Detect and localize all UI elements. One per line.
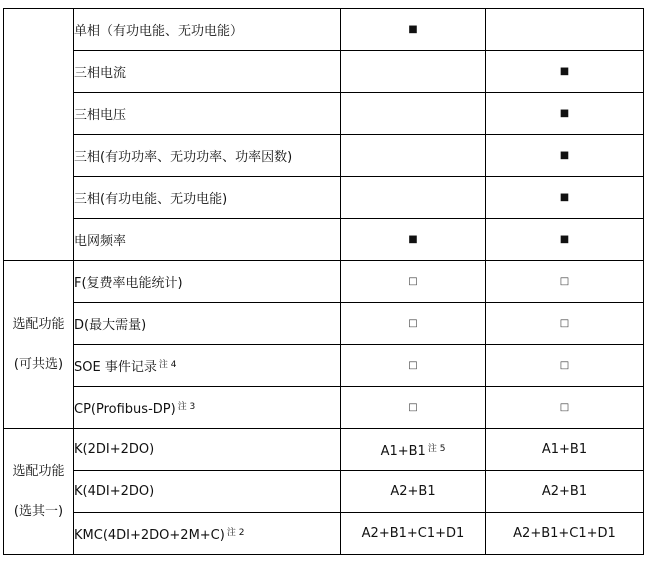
option-mark-col1: □ xyxy=(341,387,486,429)
footnote-ref: 注 5 xyxy=(427,443,446,454)
table-row xyxy=(4,387,644,429)
option-mark-col2: □ xyxy=(486,303,644,345)
module-code-col1: A2+B1+C1+D1 xyxy=(341,513,486,555)
support-mark-col1 xyxy=(341,177,486,219)
module-code-col2: A2+B1+C1+D1 xyxy=(486,513,644,555)
support-mark-col1 xyxy=(341,51,486,93)
support-mark-col1: ■ xyxy=(341,9,486,51)
table-row xyxy=(4,471,644,513)
feature-cell: D(最大需量) xyxy=(74,303,341,345)
module-code: A1+B1 xyxy=(380,443,426,459)
feature-cell: 单相（有功电能、无功电能） xyxy=(74,9,341,51)
option-mark-col2: □ xyxy=(486,345,644,387)
table-row xyxy=(4,513,644,555)
group-label-line2: (可共选) xyxy=(13,356,64,372)
support-mark-col2: ■ xyxy=(486,219,644,261)
feature-cell: 电网频率 xyxy=(74,219,341,261)
table-row xyxy=(4,303,644,345)
table-row xyxy=(4,51,644,93)
table-row xyxy=(4,345,644,387)
support-mark-col2: ■ xyxy=(486,135,644,177)
support-mark-col2: ■ xyxy=(486,177,644,219)
option-mark-col1: □ xyxy=(341,345,486,387)
option-mark-col1: □ xyxy=(341,261,486,303)
feature-label: SOE 事件记录 xyxy=(74,360,157,375)
support-mark-col1: ■ xyxy=(341,219,486,261)
table-row xyxy=(4,177,644,219)
feature-cell: 三相(有功电能、无功电能) xyxy=(74,177,341,219)
feature-cell: 三相(有功功率、无功功率、功率因数) xyxy=(74,135,341,177)
module-code-col1 xyxy=(341,429,486,471)
document-page xyxy=(3,8,644,555)
feature-cell xyxy=(74,345,341,387)
feature-cell: 三相电压 xyxy=(74,93,341,135)
support-mark-col2: ■ xyxy=(486,93,644,135)
support-mark-col1 xyxy=(341,93,486,135)
table-row xyxy=(4,93,644,135)
option-mark-col2: □ xyxy=(486,261,644,303)
option-mark-col2: □ xyxy=(486,387,644,429)
support-mark-col2 xyxy=(486,9,644,51)
module-code-col2: A2+B1 xyxy=(486,471,644,513)
table-row xyxy=(4,429,644,471)
table-row xyxy=(4,135,644,177)
group-cell-optional-choose-one xyxy=(4,429,74,555)
support-mark-col2: ■ xyxy=(486,51,644,93)
feature-cell: F(复费率电能统计) xyxy=(74,261,341,303)
footnote-ref: 注 2 xyxy=(226,527,245,538)
module-code-col2: A1+B1 xyxy=(486,429,644,471)
option-mark-col1: □ xyxy=(341,303,486,345)
table-row xyxy=(4,261,644,303)
group-cell-basic xyxy=(4,9,74,261)
feature-cell: K(2DI+2DO) xyxy=(74,429,341,471)
group-label-line1: 选配功能 xyxy=(12,463,65,479)
footnote-ref: 注 3 xyxy=(177,401,196,412)
function-spec-table xyxy=(3,8,644,555)
feature-cell xyxy=(74,387,341,429)
group-label-line2: (选其一) xyxy=(13,503,64,519)
footnote-ref: 注 4 xyxy=(158,360,177,370)
group-label-line1: 选配功能 xyxy=(12,316,65,332)
module-code-col1: A2+B1 xyxy=(341,471,486,513)
feature-cell xyxy=(74,513,341,555)
table-row xyxy=(4,219,644,261)
table-row xyxy=(4,9,644,51)
feature-cell: 三相电流 xyxy=(74,51,341,93)
support-mark-col1 xyxy=(341,135,486,177)
feature-cell: K(4DI+2DO) xyxy=(74,471,341,513)
group-cell-optional-combinable xyxy=(4,261,74,429)
feature-label: CP(Profibus-DP) xyxy=(74,401,176,417)
feature-label: KMC(4DI+2DO+2M+C) xyxy=(74,527,225,543)
